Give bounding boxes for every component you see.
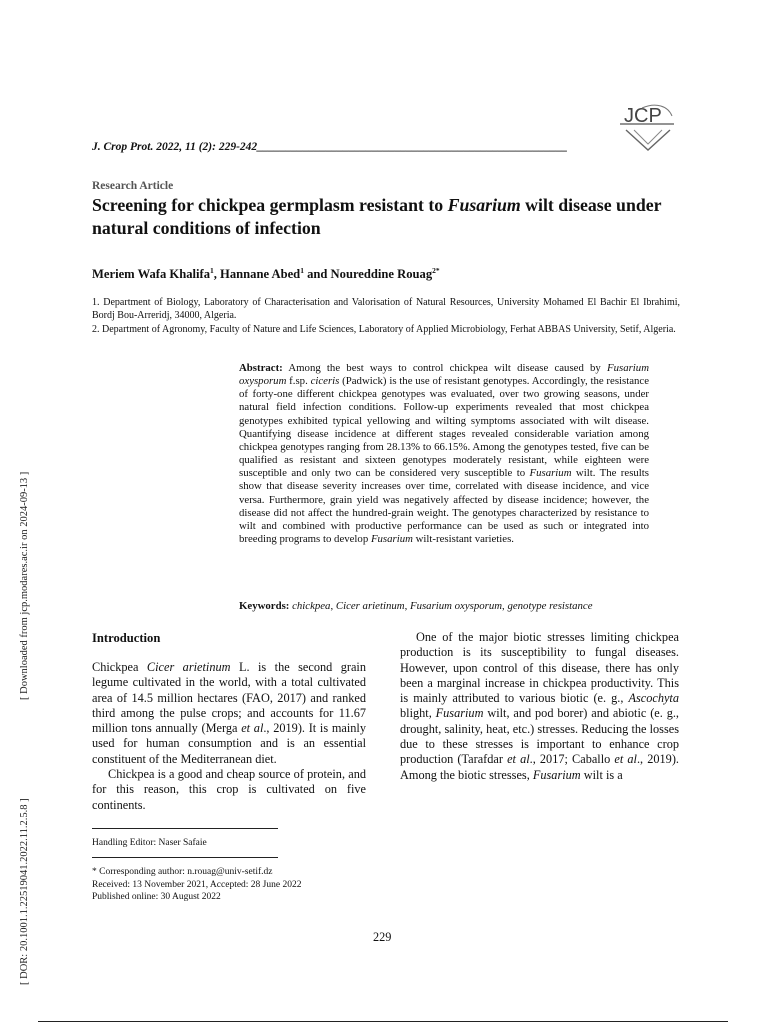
- header-underline: ______________________________________________________: [257, 141, 568, 153]
- affiliation-item: 2. Department of Agronomy, Faculty of Nature and Life Sciences, Laboratory of Applied Microbiology, Ferhat ABBAS University, Setif, Algeria.: [92, 323, 676, 335]
- bottom-rule: [38, 1021, 728, 1022]
- received-dates: Received: 13 November 2021, Accepted: 28 June 2022: [92, 879, 302, 890]
- body-column-right: [400, 630, 679, 783]
- article-title: Screening for chickpea germplasm resistant to Fusarium wilt disease under natural conditions of infection: [92, 195, 662, 238]
- journal-citation: J. Crop Prot. 2022, 11 (2): 229-242: [92, 141, 258, 153]
- page-number: 229: [373, 930, 392, 944]
- keywords: Keywords: chickpea, Cicer arietinum, Fusarium oxysporum, genotype resistance: [239, 600, 593, 612]
- paragraph: Chickpea is a good and cheap source of protein, and for this reason, this crop is cultivated on five continents.: [92, 767, 366, 812]
- affiliations: [92, 296, 680, 336]
- journal-reference: [92, 141, 568, 153]
- corresponding-author: * Corresponding author: n.rouag@univ-setif.dz: [92, 867, 273, 877]
- download-stamp: [ Downloaded from jcp.modares.ac.ir on 2024-09-13 ]: [19, 471, 30, 700]
- affiliation-item: 1. Department of Biology, Laboratory of Characterisation and Valorisation of Natural Resources, University Mohamed El Bachir El Ibrahimi, Bordj Bou-Arreridj, 34000, Algeria.: [92, 297, 680, 322]
- author-name: Noureddine Rouag: [330, 267, 433, 282]
- footnote-divider: [92, 857, 278, 858]
- jcp-logo: [616, 100, 678, 152]
- footnote-divider: [92, 828, 278, 829]
- author-list: Meriem Wafa Khalifa$^1$, Hannane Abed$^1$ and Noureddine Rouag$^{2*}$: [92, 266, 440, 282]
- article-type: Research Article: [92, 180, 174, 192]
- paragraph: One of the major biotic stresses limiting chickpea production is its susceptibility to fungal diseases. However, upon control of this disease, there has only been a marginal increase in chickpea productivity. This is mainly attributed to various biotic (e. g., Ascochyta blight, Fusarium wilt, and pod borer) and abiotic (e. g., drought, salinity, heat, etc.) stresses. Reducing the losses due to these stresses is important to enhance crop production (Tarafdar et al., 2017; Caballo et al., 2019). Among the biotic stresses, Fusarium wilt is a: [400, 630, 679, 782]
- author-name: Hannane Abed: [220, 267, 301, 282]
- body-column-left: [92, 660, 366, 813]
- section-heading: Introduction: [92, 631, 161, 645]
- footnote-block: [92, 866, 301, 904]
- logo-text: JCP: [624, 105, 662, 127]
- doi-stamp: [ DOR: 20.1001.1.22519041.2022.11.2.5.8 ]: [19, 798, 30, 985]
- handling-editor: Handling Editor: Naser Safaie: [92, 838, 207, 848]
- keywords-label: Keywords:: [239, 600, 290, 612]
- abstract: Abstract: Among the best ways to control chickpea wilt disease caused by Fusarium oxysporum f.sp. ciceris (Padwick) is the use of resistant genotypes. Accordingly, the resistance of forty-one different chickpea genotypes was evaluated, over two growing seasons, under natural field infection conditions. Follow-up experiments revealed that most chickpea genotypes exhibited typical yellowing and wilting symptoms associated with wilt disease. Quantifying disease incidence at different stages revealed considerable variation among chickpea genotypes ranging from 28.13% to 66.15%. Among the genotypes tested, five can be qualified as resistant and sixteen genotypes moderately resistant, while eighteen were susceptible and only two can be considered very susceptible to Fusarium wilt. The results show that disease severity increases over time, correlated with disease incidence, and vice versa. Furthermore, grain yield was negatively affected by disease incidence; however, the disease did not affect the hundred-grain weight. The genotypes characterized by resistance to wilt and combined with productive performance can be used as such or integrated into breeding programs to develop Fusarium wilt-resistant varieties.: [239, 362, 649, 546]
- abstract-label: Abstract:: [239, 362, 283, 374]
- author-name: Meriem Wafa Khalifa: [92, 267, 210, 282]
- published-date: Published online: 30 August 2022: [92, 892, 221, 902]
- paragraph: Chickpea Cicer arietinum L. is the second grain legume cultivated in the world, with a total cultivated area of 14.5 million hectares (FAO, 2017) and ranked third among the pulse crops; and accounts for 11.67 million tons annually (Merga et al., 2019). It is mainly used for human consumption and is an essential constituent of the Mediterranean diet.: [92, 660, 366, 766]
